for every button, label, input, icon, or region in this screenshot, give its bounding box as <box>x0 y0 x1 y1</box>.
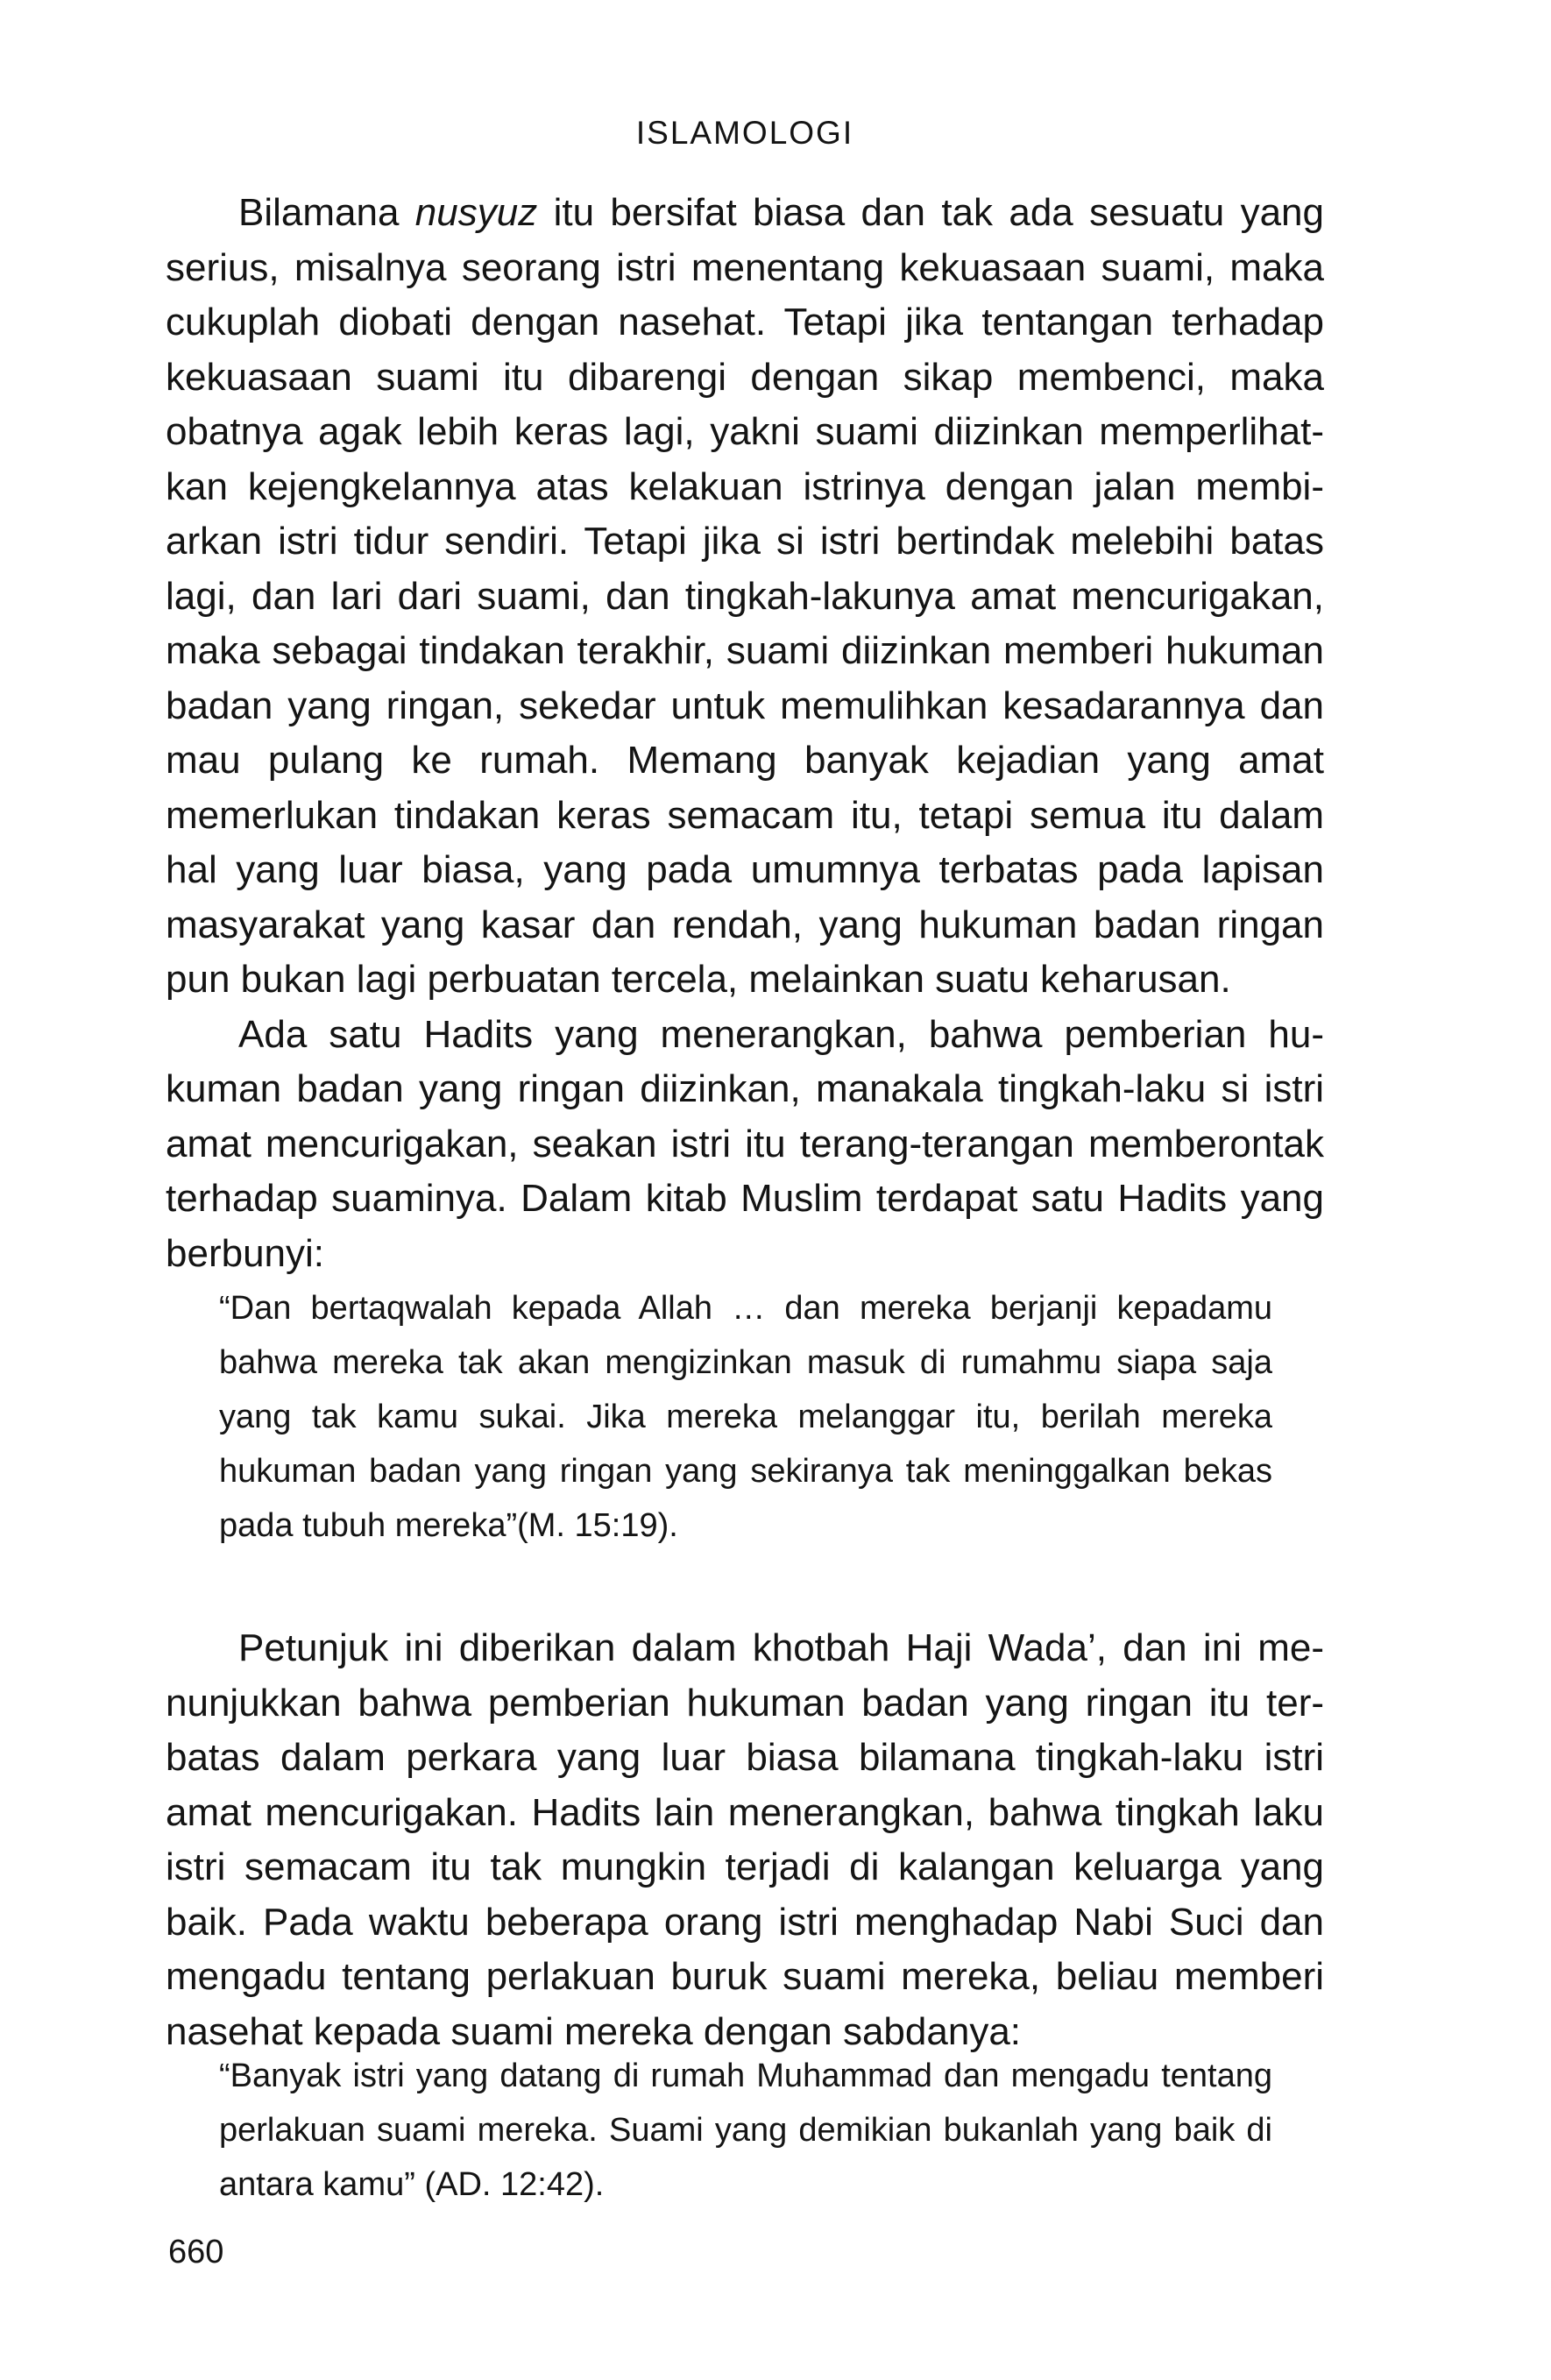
body-text-section-1 <box>166 186 1324 1281</box>
hadits-quote-abu-dawud: “Banyak istri yang datang di rumah Muhammad dan mengadu tentang perlakuan suami mereka. Suami yang demikian bukanlah yang baik di antara kamu” (AD. 12:42). <box>219 2058 1272 2203</box>
running-header: ISLAMOLOGI <box>635 115 854 151</box>
hadits-quote-muslim: “Dan bertaqwalah kepada Allah … dan mereka berjanji kepadamu bahwa mereka tak akan mengizinkan masuk di rumahmu siapa saja yang tak kamu sukai. Jika mereka melanggar itu, berilah mereka hukuman badan yang ringan yang sekiranya tak meninggalkan bekas pada tubuh mereka”(M. 15:19). <box>219 1290 1272 1544</box>
paragraph-haji-wada: Petunjuk ini diberikan dalam khotbah Haji Wada’, dan ini menunjukkan bahwa pemberian hukuman badan yang ringan itu terbatas dalam perkara yang luar biasa bilamana tingkah-laku istri amat mencurigakan. Hadits lain menerangkan, bahwa tingkah laku istri semacam itu tak mungkin terjadi di kalangan keluarga yang baik. Pada waktu beberapa orang istri menghadap Nabi Suci dan mengadu tentang perlakuan buruk suami mereka, beliau memberi nasehat kepada suami mereka dengan sabdanya: <box>166 1626 1324 2053</box>
page-number: 660 <box>168 2234 224 2270</box>
paragraph-continuation-text: itu bersifat biasa dan tak ada sesuatu yang serius, misalnya seorang istri menentang kekuasaan suami, maka cukuplah diobati dengan nasehat. Tetapi jika tentangan terhadap kekuasaan suami itu dibarengi dengan sikap membenci, maka obatnya agak lebih keras lagi, yakni suami diizinkan memperlihatkan kejengkelannya atas kelakuan istrinya dengan jalan membiarkan istri tidur sendiri. Tetapi jika si istri bertindak melebihi batas lagi, dan lari dari suami, dan tingkah-lakunya amat mencurigakan, maka sebagai tindakan terakhir, suami diizinkan memberi hukuman badan yang ringan, sekedar untuk memulihkan kesadarannya dan mau pulang ke rumah. Memang banyak kejadian yang amat memerlukan tindakan keras semacam itu, tetapi semua itu dalam hal yang luar biasa, yang pada umumnya terbatas pada lapisan masyarakat yang kasar dan rendah, yang hukuman badan ringan pun bukan lagi perbuatan tercela, melainkan suatu keharusan. <box>166 191 1324 1001</box>
paragraph-hadits-intro: Ada satu Hadits yang menerangkan, bahwa pemberian hukuman badan yang ringan diizinkan, manakala tingkah-laku si istri amat mencurigakan, seakan istri itu terang-terangan memberontak terhadap suaminya. Dalam kitab Muslim terdapat satu Hadits yang berbunyi: <box>166 1012 1324 1275</box>
body-text-section-2 <box>166 1621 1324 2059</box>
paragraph-lead-text: Bilamana <box>238 191 415 234</box>
paragraph-nusyuz <box>166 186 1324 1008</box>
italic-term-nusyuz: nusyuz <box>414 191 538 234</box>
